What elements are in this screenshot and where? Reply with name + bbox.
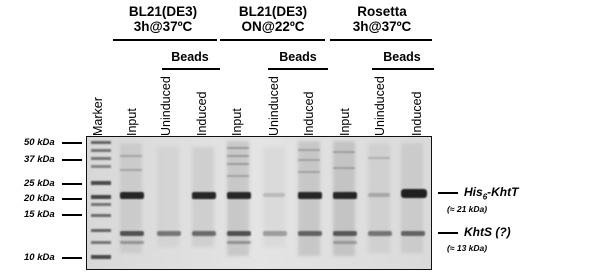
group-condition: 3h@37ºC bbox=[352, 19, 412, 34]
khtT-subscript: 6 bbox=[482, 192, 488, 202]
marker-label-25: 25 kDa bbox=[24, 178, 55, 189]
khtT-label bbox=[464, 185, 518, 201]
group-title-bl21-37 bbox=[108, 4, 218, 34]
lane-label-induced-2: Induced bbox=[302, 91, 316, 136]
group-strain: Rosetta bbox=[357, 4, 407, 19]
group-bar-2 bbox=[220, 39, 325, 41]
marker-tick-50 bbox=[62, 142, 82, 144]
group-title-rosetta-37 bbox=[327, 4, 437, 34]
beads-bar-3 bbox=[372, 68, 434, 70]
khtT-name: His bbox=[464, 185, 483, 199]
beads-bar-2 bbox=[268, 68, 328, 70]
marker-label-50: 50 kDa bbox=[24, 137, 55, 148]
marker-tick-37 bbox=[62, 159, 82, 161]
khtS-pointer bbox=[438, 232, 458, 234]
lane-label-induced-1: Induced bbox=[195, 91, 209, 136]
lane-label-input-3: Input bbox=[338, 108, 352, 136]
khtS-size: (≈ 13 kDa) bbox=[447, 243, 488, 253]
group-bar-3 bbox=[330, 39, 432, 41]
marker-tick-20 bbox=[62, 198, 82, 200]
lane-label-uninduced-1: Uninduced bbox=[159, 76, 173, 136]
group-title-bl21-22 bbox=[218, 4, 328, 34]
khtT-suffix: -KhtT bbox=[487, 185, 519, 199]
khtT-size: (≈ 21 kDa) bbox=[447, 204, 488, 214]
lane-label-uninduced-2: Uninduced bbox=[267, 76, 281, 136]
beads-label-1: Beads bbox=[171, 50, 209, 64]
beads-label-3: Beads bbox=[383, 50, 421, 64]
marker-label-20: 20 kDa bbox=[24, 193, 55, 204]
marker-tick-10 bbox=[62, 257, 82, 259]
group-strain: BL21(DE3) bbox=[238, 4, 308, 19]
beads-label-2: Beads bbox=[279, 50, 317, 64]
group-strain: BL21(DE3) bbox=[128, 4, 198, 19]
sds-page-gel bbox=[86, 136, 432, 270]
marker-label-15: 15 kDa bbox=[24, 209, 55, 220]
group-condition: 3h@37ºC bbox=[133, 19, 193, 34]
lane-label-induced-3: Induced bbox=[410, 91, 424, 136]
marker-label-37: 37 kDa bbox=[24, 154, 55, 165]
lane-label-marker: Marker bbox=[91, 97, 105, 136]
lane-label-input-1: Input bbox=[125, 108, 139, 136]
beads-bar-1 bbox=[162, 68, 220, 70]
lane-label-uninduced-3: Uninduced bbox=[373, 76, 387, 136]
group-bar-1 bbox=[113, 39, 217, 41]
khtT-pointer bbox=[438, 192, 458, 194]
marker-label-10: 10 kDa bbox=[24, 252, 55, 263]
group-condition: ON@22ºC bbox=[241, 19, 305, 34]
lane-label-input-2: Input bbox=[230, 108, 244, 136]
gel-bands-graphic bbox=[87, 137, 431, 269]
marker-tick-25 bbox=[62, 183, 82, 185]
marker-tick-15 bbox=[62, 214, 82, 216]
khtS-label: KhtS (?) bbox=[464, 225, 511, 239]
